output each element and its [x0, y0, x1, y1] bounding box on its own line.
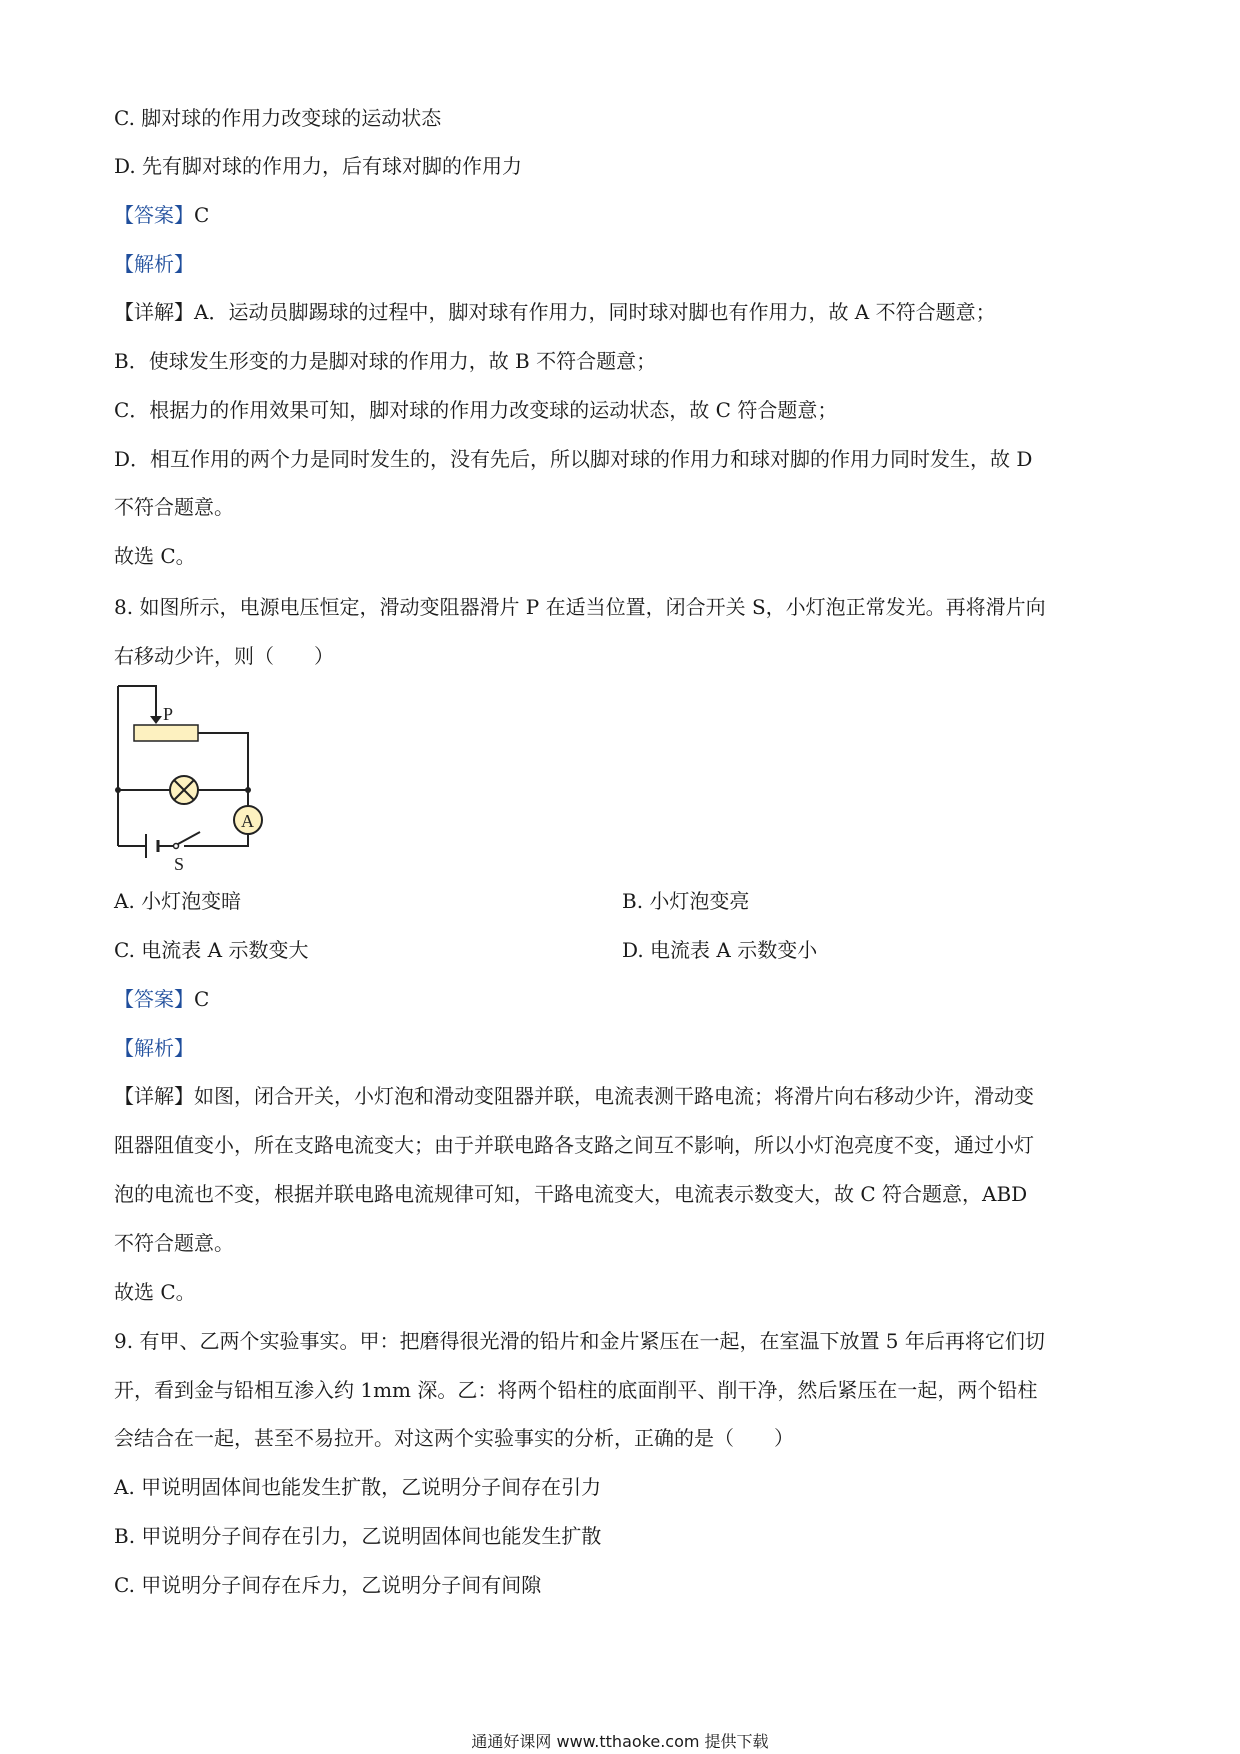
- circuit-diagram: [108, 682, 278, 874]
- q9-option-b: B. 甲说明分子间存在引力，乙说明固体间也能发生扩散: [114, 1524, 602, 1548]
- q7-detail-b: B．使球发生形变的力是脚对球的作用力，故 B 不符合题意；: [114, 349, 657, 373]
- q7-detail-d: D．相互作用的两个力是同时发生的，没有先后，所以脚对球的作用力和球对脚的作用力同时发生，故 D: [114, 447, 1033, 471]
- q7-analysis-tag: 【解析】: [114, 252, 194, 276]
- slider-wire: [118, 686, 156, 718]
- lamp-icon: [170, 776, 198, 804]
- q9-stem-line2: 开，看到金与铅相互渗入约 1mm 深。乙：将两个铅柱的底面削平、削干净，然后紧压在一起，两个铅柱: [114, 1378, 1038, 1402]
- slider-label: P: [163, 704, 174, 724]
- slider-arrow-icon: [150, 716, 162, 724]
- junction-right: [245, 787, 251, 793]
- q8-stem-line1: 8. 如图所示，电源电压恒定，滑动变阻器滑片 P 在适当位置，闭合开关 S，小灯泡正常发光。再将滑片向: [114, 595, 1046, 619]
- junction-left: [115, 787, 121, 793]
- q7-option-d: D. 先有脚对球的作用力，后有球对脚的作用力: [114, 154, 523, 178]
- detail-tag: 【详解】: [114, 300, 194, 324]
- q8-analysis-tag: 【解析】: [114, 1036, 194, 1060]
- q7-detail-c: C．根据力的作用效果可知，脚对球的作用力改变球的运动状态，故 C 符合题意；: [114, 398, 838, 422]
- q8-option-b: B. 小灯泡变亮: [622, 889, 750, 913]
- q8-detail-line4: 不符合题意。: [114, 1231, 234, 1255]
- q9-stem-line3: 会结合在一起，甚至不易拉开。对这两个实验事实的分析，正确的是（ ）: [114, 1426, 794, 1450]
- q8-answer: [114, 985, 209, 1013]
- q9-stem-line1: 9. 有甲、乙两个实验事实。甲：把磨得很光滑的铅片和金片紧压在一起，在室温下放置 5 年后再将它们切: [114, 1329, 1045, 1353]
- q7-detail-d-cont: 不符合题意。: [114, 495, 234, 519]
- q9-option-c: C. 甲说明分子间存在斥力，乙说明分子间有间隙: [114, 1573, 542, 1597]
- q7-option-c: C. 脚对球的作用力改变球的运动状态: [114, 106, 442, 130]
- q8-detail-line3: 泡的电流也不变，根据并联电路电流规律可知，干路电流变大，电流表示数变大，故 C 符合题意，ABD: [114, 1182, 1028, 1206]
- q8-stem-line2: 右移动少许，则（ ）: [114, 644, 334, 668]
- rheostat-right-wire: [198, 733, 248, 790]
- detail-tag: 【详解】: [114, 1084, 194, 1108]
- q7-detail-a: 【详解】A．运动员脚踢球的过程中，脚对球有作用力，同时球对脚也有作用力，故 A 不符合题意；: [114, 300, 996, 324]
- q9-option-a: A. 甲说明固体间也能发生扩散，乙说明分子间存在引力: [114, 1475, 602, 1499]
- answer-value: C: [194, 203, 210, 227]
- q8-detail-line1: 【详解】如图，闭合开关，小灯泡和滑动变阻器并联，电流表测干路电流；将滑片向右移动少许，滑动变: [114, 1084, 1034, 1108]
- q8-option-a: A. 小灯泡变暗: [114, 889, 242, 913]
- q8-option-c: C. 电流表 A 示数变大: [114, 938, 309, 962]
- page-footer: 通通好课网 www.tthaoke.com 提供下载: [471, 1732, 769, 1751]
- q8-detail-line2: 阻器阻值变小，所在支路电流变大；由于并联电路各支路之间互不影响，所以小灯泡亮度不变，通过小灯: [114, 1133, 1034, 1157]
- answer-value: C: [194, 987, 210, 1011]
- rheostat: [134, 725, 198, 741]
- q7-conclusion: 故选 C。: [114, 544, 196, 568]
- switch-contact: [174, 844, 179, 849]
- answer-tag: 【答案】: [114, 203, 194, 227]
- answer-tag: 【答案】: [114, 987, 194, 1011]
- q7-answer: [114, 201, 209, 229]
- switch-label: S: [174, 854, 185, 874]
- ammeter-label: A: [241, 811, 254, 831]
- switch-lever: [178, 832, 200, 844]
- q8-conclusion: 故选 C。: [114, 1280, 196, 1304]
- q8-option-d: D. 电流表 A 示数变小: [622, 938, 818, 962]
